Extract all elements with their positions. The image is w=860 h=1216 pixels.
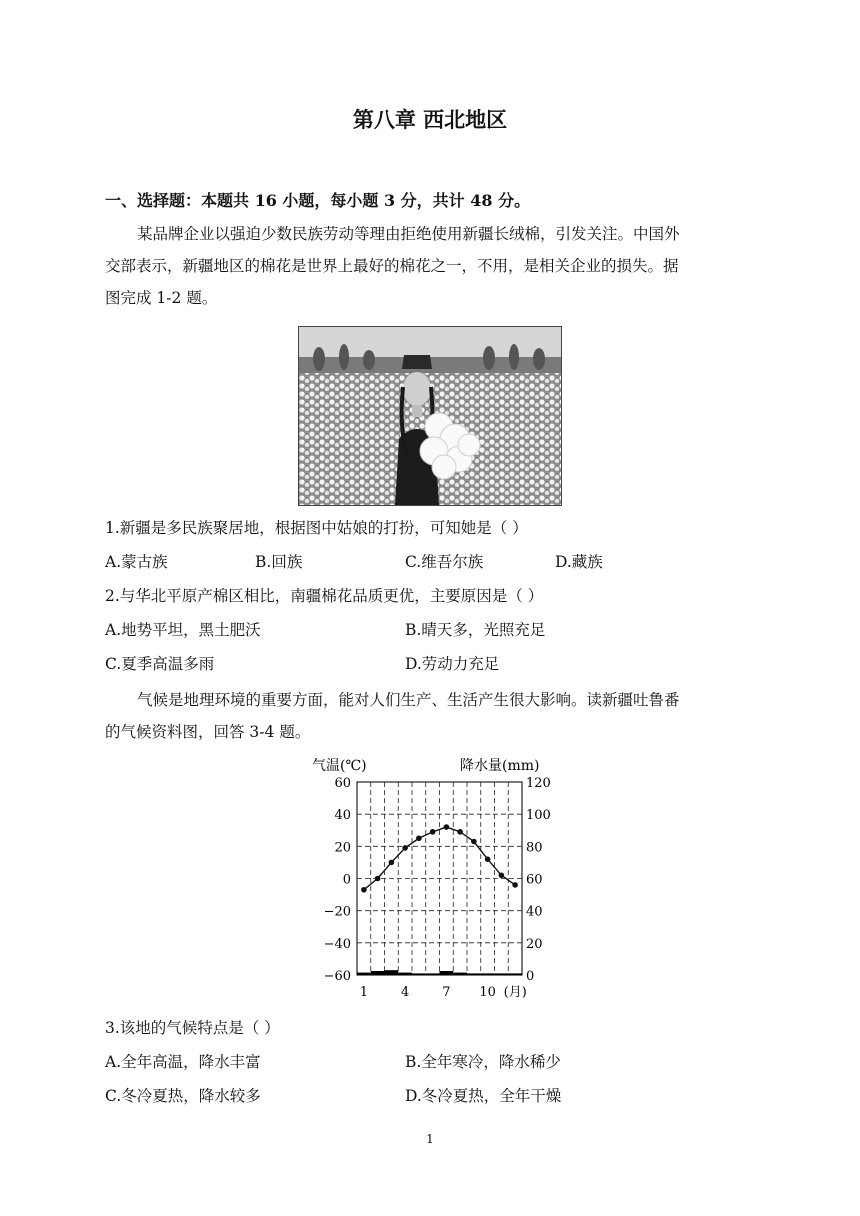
q2-option-c[interactable]: C.夏季高温多雨 — [105, 655, 215, 673]
precipitation-tick-label: 40 — [526, 904, 543, 920]
tick-labels — [324, 776, 551, 1000]
temperature-tick-label: 40 — [334, 808, 351, 824]
precipitation-bar — [481, 973, 495, 975]
precipitation-tick-label: 60 — [526, 872, 543, 888]
page-title: 第八章 西北地区 — [352, 107, 508, 132]
precipitation-bar — [508, 973, 522, 975]
intro1-line3: 图完成 1-2 题。 — [105, 289, 218, 307]
temperature-tick-label: 0 — [342, 872, 351, 888]
q1-option-c[interactable]: C.维吾尔族 — [405, 553, 484, 571]
precipitation-bar — [495, 973, 509, 975]
precipitation-tick-label: 80 — [526, 840, 543, 856]
q2-option-a[interactable]: A.地势平坦，黑土肥沃 — [105, 621, 261, 639]
precipitation-bar — [412, 973, 426, 975]
temperature-tick-label: −20 — [323, 904, 351, 920]
intro1-line1: 某品牌企业以强迫少数民族劳动等理由拒绝使用新疆长绒棉，引发关注。中国外 — [137, 225, 680, 243]
q2-option-b[interactable]: B.晴天多，光照充足 — [405, 621, 546, 639]
cotton-photo-illustration — [299, 327, 561, 505]
precipitation-bar — [453, 973, 467, 975]
intro-paragraph-2 — [105, 684, 745, 748]
temperature-tick-label: −60 — [323, 969, 351, 984]
month-tick-label: (月) — [503, 985, 527, 1000]
temperature-point — [499, 872, 505, 878]
intro-paragraph-1 — [105, 218, 745, 314]
month-tick-label: 10 — [479, 985, 496, 1000]
temperature-point — [416, 835, 422, 841]
cotton-field-photo — [298, 326, 562, 506]
right-axis-label: 降水量(mm) — [460, 758, 540, 774]
q3-option-b[interactable]: B.全年寒冷，降水稀少 — [405, 1053, 561, 1071]
precipitation-bar — [467, 973, 481, 975]
q3-option-c[interactable]: C.冬冷夏热，降水较多 — [105, 1087, 261, 1105]
precipitation-tick-label: 100 — [526, 808, 551, 824]
q1-option-d[interactable]: D.藏族 — [555, 553, 603, 571]
climate-chart — [300, 748, 560, 1010]
temperature-point — [430, 829, 436, 835]
month-tick-label: 4 — [400, 985, 410, 1000]
q3-option-a[interactable]: A.全年高温，降水丰富 — [105, 1053, 261, 1071]
temperature-tick-label: 60 — [334, 776, 351, 791]
climate-chart-svg — [300, 748, 560, 1010]
temperature-point — [457, 829, 463, 835]
temperature-point — [402, 845, 408, 851]
precipitation-bar — [371, 971, 385, 975]
temperature-point — [389, 860, 395, 866]
temperature-point — [471, 839, 477, 845]
precipitation-bar — [357, 973, 371, 975]
left-axis-label: 气温(℃) — [312, 758, 367, 774]
temperature-point — [485, 856, 491, 862]
month-tick-label: 1 — [359, 985, 369, 1000]
temperature-point — [375, 876, 381, 882]
grid-layer — [357, 782, 522, 975]
q3-option-d[interactable]: D.冬冷夏热，全年干燥 — [405, 1087, 562, 1105]
precipitation-tick-label: 120 — [526, 776, 551, 791]
temperature-point — [512, 882, 518, 888]
precipitation-bar — [426, 973, 440, 975]
question-3-stem: 3.该地的气候特点是（ ） — [105, 1019, 280, 1037]
temperature-point — [444, 824, 450, 830]
temperature-tick-label: 20 — [334, 840, 351, 856]
q2-option-d[interactable]: D.劳动力充足 — [405, 655, 500, 673]
q1-option-b[interactable]: B.回族 — [255, 553, 303, 571]
question-2-stem: 2.与华北平原产棉区相比，南疆棉花品质更优，主要原因是（ ） — [105, 587, 544, 605]
precipitation-bar — [385, 970, 399, 975]
q1-option-a[interactable]: A.蒙古族 — [105, 553, 168, 571]
intro2-line1: 气候是地理环境的重要方面，能对人们生产、生活产生很大影响。读新疆吐鲁番 — [137, 691, 680, 709]
precipitation-tick-label: 20 — [526, 936, 543, 952]
precipitation-bar — [440, 971, 454, 975]
precipitation-tick-label: 0 — [526, 969, 535, 984]
question-1-stem: 1.新疆是多民族聚居地，根据图中姑娘的打扮，可知她是（ ） — [105, 519, 528, 537]
month-tick-label: 7 — [442, 985, 451, 1000]
intro1-line2: 交部表示，新疆地区的棉花是世界上最好的棉花之一，不用，是相关企业的损失。据 — [105, 257, 679, 275]
page-number: 1 — [426, 1132, 434, 1146]
section-heading: 一、选择题：本题共 16 小题，每小题 3 分，共计 48 分。 — [105, 191, 531, 210]
temperature-point — [361, 887, 367, 893]
temperature-tick-label: −40 — [323, 936, 351, 952]
intro2-line2: 的气候资料图，回答 3-4 题。 — [105, 723, 311, 741]
precipitation-bar — [398, 973, 412, 975]
